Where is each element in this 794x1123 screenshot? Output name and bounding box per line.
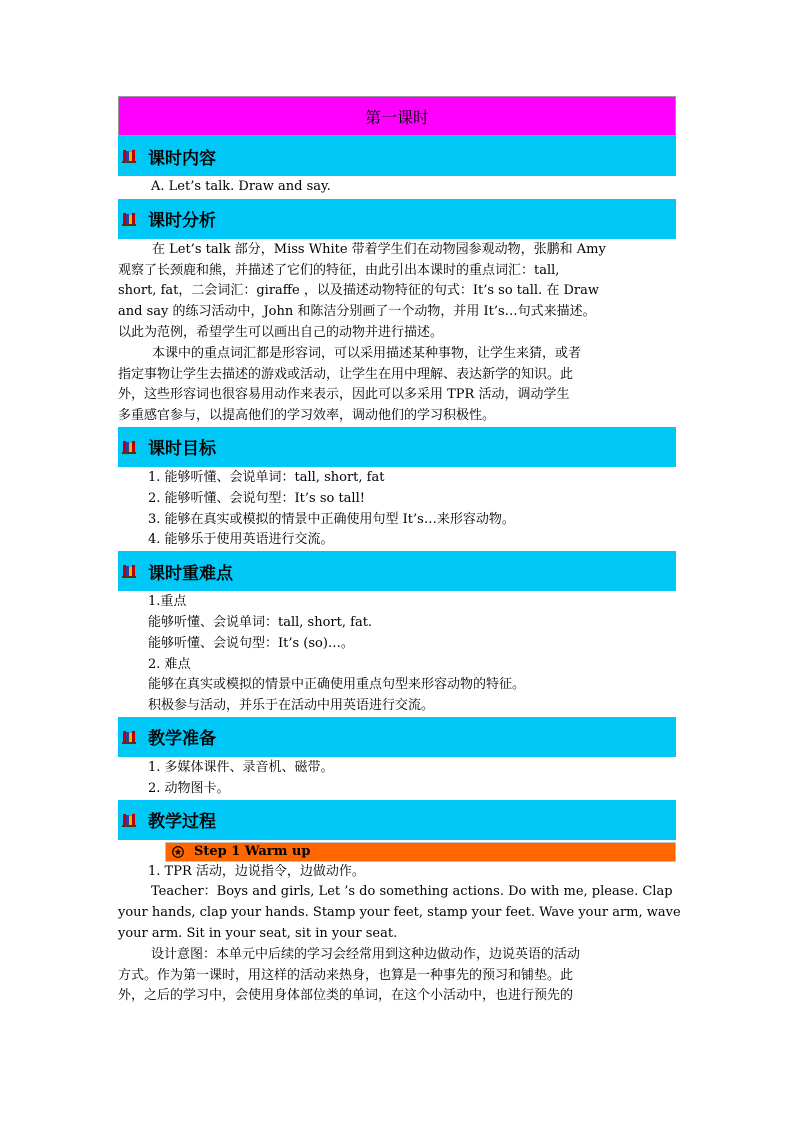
text-line: 在 Let’s talk 部分，Miss White 带着学生们在动物园参观动物，张鹏和 Amy — [152, 241, 606, 257]
books-icon — [122, 212, 136, 226]
text-line: 2. 难点 — [148, 656, 191, 672]
key-points-list — [118, 592, 676, 717]
prep-list — [118, 758, 676, 800]
section-header-prep — [118, 717, 676, 758]
content-text: A. Let’s talk. Draw and say. — [151, 179, 331, 194]
list-item: 3. 能够在真实或模拟的情景中正确使用句型 It’s…来形容动物。 — [148, 511, 515, 527]
section-header-content — [118, 136, 676, 177]
text-line: 能够听懂、会说单词：tall, short, fat. — [148, 614, 373, 630]
books-icon — [122, 813, 136, 827]
section-heading: 课时分析 — [148, 211, 216, 232]
text-line: 积极参与活动，并乐于在活动中用英语进行交流。 — [148, 698, 435, 714]
section-heading: 课时内容 — [148, 148, 216, 169]
text-line: 外，这些形容词也很容易用动作来表示，因此可以多采用 TPR 活动，调动学生 — [118, 387, 570, 403]
books-icon — [122, 440, 136, 454]
goals-list — [118, 468, 676, 551]
text-line: 能够在真实或模拟的情景中正确使用重点句型来形容动物的特征。 — [148, 677, 526, 693]
section-header-process — [118, 800, 676, 841]
books-icon — [122, 730, 136, 744]
text-line: 外，之后的学习中，会使用身体部位类的单词，在这个小活动中，也进行预先的 — [118, 988, 574, 1004]
lesson-title: 第一课时 — [364, 107, 429, 127]
list-item: 2. 动物图卡。 — [148, 780, 230, 796]
section-heading: 课时重难点 — [148, 563, 233, 584]
list-item: 4. 能够乐于使用英语进行交流。 — [148, 532, 334, 548]
text-line: your arm. Sit in your seat, sit in your seat. — [118, 925, 398, 941]
text-line: 指定事物让学生去描述的游戏或活动，让学生在用中理解、表达新学的知识。此 — [118, 366, 574, 382]
section-header-analysis — [118, 199, 676, 240]
text-line: 多重感官参与，以提高他们的学习效率，调动他们的学习积极性。 — [118, 408, 496, 424]
text-line: short, fat，二会词汇：giraffe ，以及描述动物特征的句式：It’s so tall. 在 Draw — [118, 283, 599, 299]
text-line: 1. TPR 活动，边说指令，边做动作。 — [148, 863, 365, 879]
analysis-paragraph-2 — [118, 344, 676, 427]
section-heading: 课时目标 — [148, 439, 216, 460]
section-heading: 教学准备 — [148, 729, 216, 750]
books-icon — [122, 149, 136, 163]
list-item: 2. 能够听懂、会说句型：It’s so tall! — [148, 490, 365, 506]
books-icon — [122, 564, 136, 578]
text-line: and say 的练习活动中，John 和陈洁分别画了一个动物，并用 It’s…句式来描述。 — [118, 304, 596, 320]
section-header-goals — [118, 427, 676, 468]
step-label: Step 1 Warm up — [194, 844, 311, 860]
section-header-key-points — [118, 551, 676, 592]
step-1-bar — [165, 842, 676, 862]
analysis-paragraph-1 — [118, 240, 676, 344]
list-item: 1. 多媒体课件、录音机、磁带。 — [148, 759, 334, 775]
section-heading: 教学过程 — [148, 812, 216, 833]
list-item: 1. 能够听懂、会说单词：tall, short, fat — [148, 469, 385, 485]
text-line: 设计意图：本单元中后续的学习会经常用到这种边做动作，边说英语的活动 — [151, 946, 581, 962]
text-line: 以此为范例，希望学生可以画出自己的动物并进行描述。 — [118, 324, 444, 340]
document-page — [118, 96, 681, 1007]
text-line: 观察了长颈鹿和熊，并描述了它们的特征，由此引出本课时的重点词汇：tall, — [118, 262, 560, 278]
text-line: 本课中的重点词汇都是形容词，可以采用描述某种事物，让学生来猜，或者 — [152, 345, 582, 361]
design-intent-paragraph — [118, 945, 676, 1007]
star-circle-icon — [172, 846, 184, 858]
text-line: 方式。作为第一课时，用这样的活动来热身，也算是一种事先的预习和铺垫。此 — [118, 967, 574, 983]
step-1-content — [118, 862, 681, 945]
text-line: Teacher：Boys and girls, Let ’s do something actions. Do with me, please. Clap — [151, 884, 673, 900]
text-line: 1.重点 — [148, 594, 187, 610]
text-line: 能够听懂、会说句型：It’s (so)…。 — [148, 635, 354, 651]
lesson-title-bar — [118, 96, 676, 136]
text-line: your hands, clap your hands. Stamp your feet, stamp your feet. Wave your arm, wave — [118, 905, 681, 921]
